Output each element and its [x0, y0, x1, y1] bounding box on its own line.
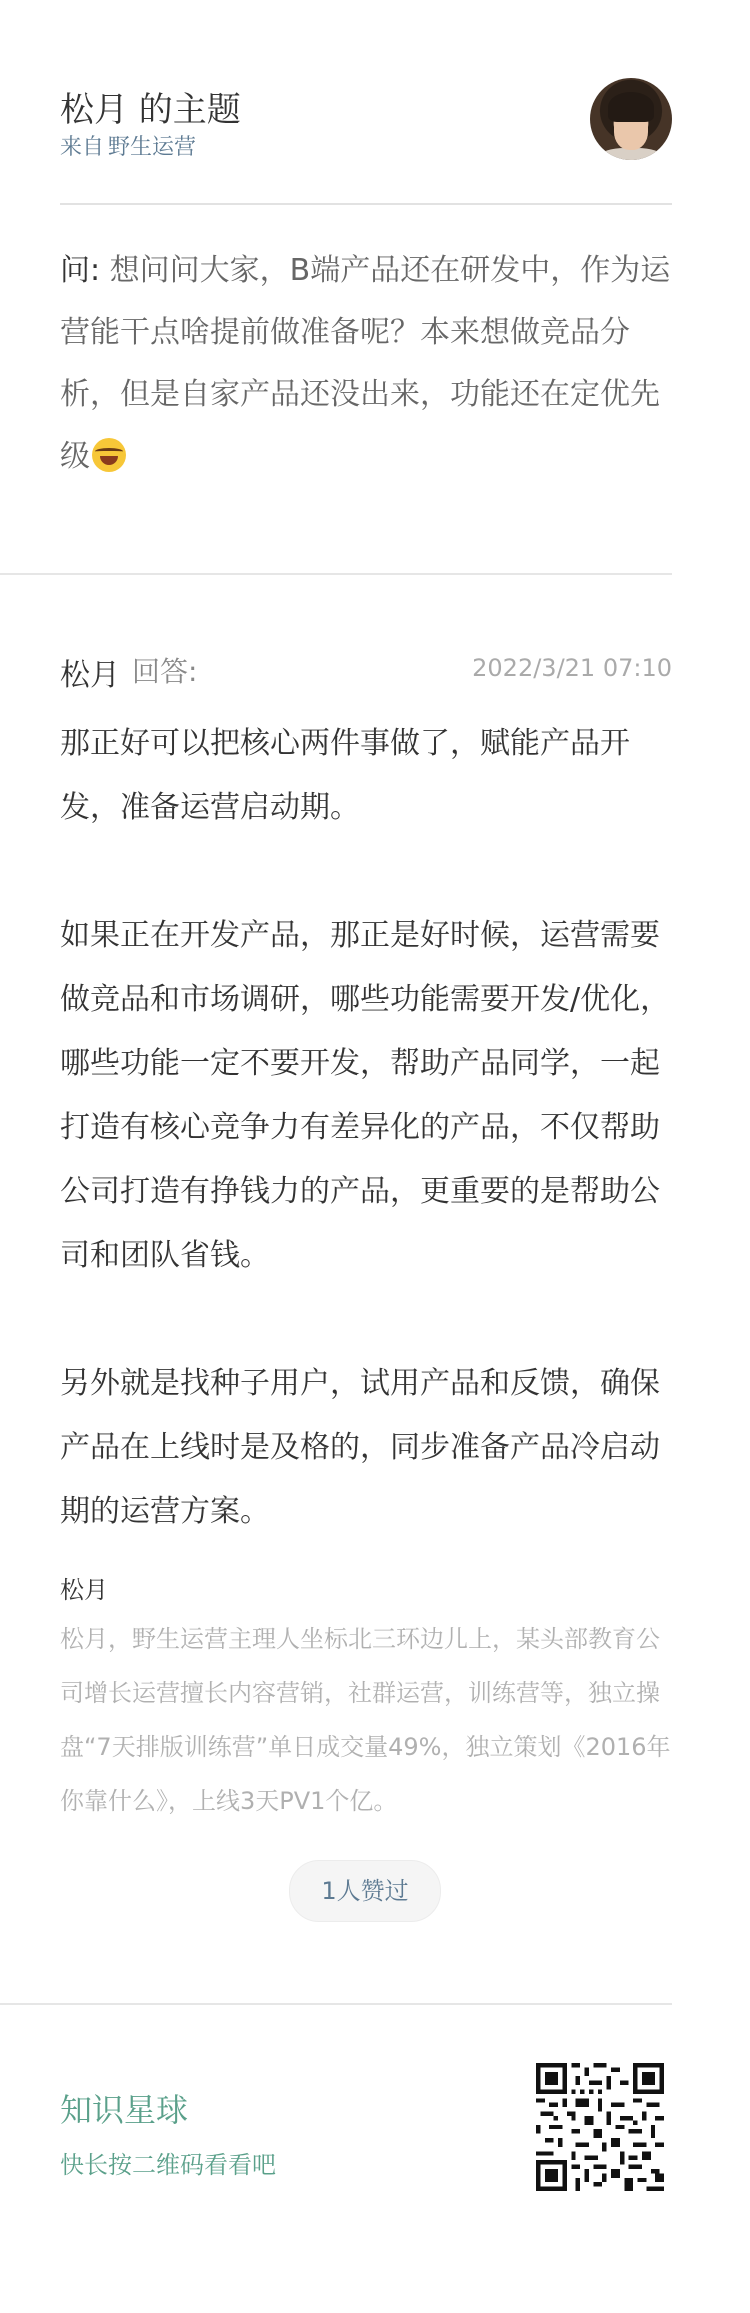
bio-text: 松月，野生运营主理人坐标北三环边儿上，某头部教育公司增长运营擅长内容营销，社群运营，训练营等，独立操盘“7天排版训练营”单日成交量49%，独立策划《2016年你靠什么》，上线3天PV1个亿。	[60, 1625, 671, 1815]
topic-title: 松月 的主题	[60, 90, 241, 130]
qr-hint: 快长按二维码看看吧	[60, 2151, 276, 2179]
planet-name: 知识星球	[60, 2091, 189, 2129]
question-divider	[0, 573, 672, 575]
tears-of-joy-emoji-icon	[92, 438, 126, 472]
topic-source[interactable]	[60, 130, 196, 161]
header-divider	[60, 203, 672, 205]
group-name[interactable]: 野生运营	[108, 135, 197, 160]
avatar-hair	[608, 92, 654, 122]
bio-name: 松月	[60, 1576, 108, 1604]
answer-paragraph: 如果正在开发产品，那正是好时候，运营需要做竞品和市场调研，哪些功能需要开发/优化，哪些功能一定不要开发，帮助产品同学，一起打造有核心竞争力有差异化的产品，不仅帮助公司打造有挣钱力的产品，更重要的是帮助公司和团队省钱。	[60, 918, 671, 1273]
answer-author[interactable]: 松月	[60, 658, 120, 693]
avatar[interactable]	[590, 78, 672, 160]
question-text: 想问问大家，B端产品还在研发中，作为运营能干点啥提前做准备呢？本来想做竞品分析，但是自家产品还没出来，功能还在定优先级	[60, 253, 671, 474]
likes-button[interactable]: 1人赞过	[289, 1860, 441, 1922]
answer-paragraph: 那正好可以把核心两件事做了，赋能产品开发，准备运营启动期。	[60, 726, 630, 825]
answer-label: 回答:	[132, 655, 198, 688]
question-body	[60, 240, 672, 488]
qr-code-graphic	[536, 2063, 664, 2191]
qr-code-icon[interactable]	[536, 2063, 664, 2191]
answer-body	[60, 712, 672, 1608]
answer-timestamp: 2022/3/21 07:10	[472, 654, 672, 682]
footer-divider	[0, 2003, 672, 2005]
source-prefix: 来自	[60, 135, 105, 160]
question-label: 问:	[60, 253, 101, 288]
answer-paragraph: 另外就是找种子用户，试用产品和反馈，确保产品在上线时是及格的，同步准备产品冷启动期的运营方案。	[60, 1366, 660, 1529]
